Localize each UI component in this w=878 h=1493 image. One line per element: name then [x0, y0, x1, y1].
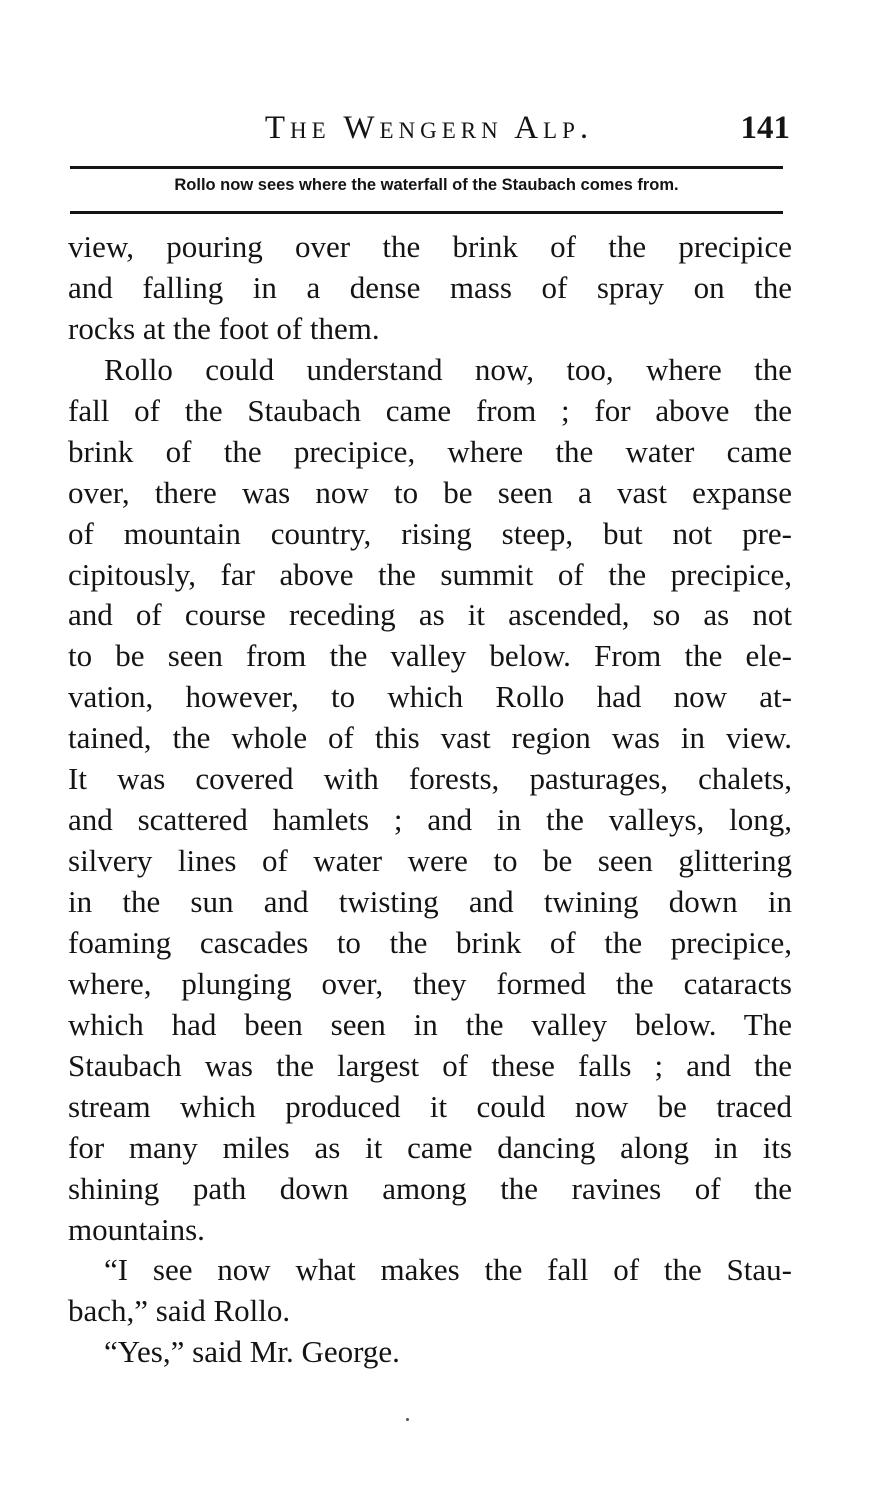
text-line: where, plunging over, they formed the cataracts [68, 965, 792, 1001]
text-line: stream which produced it could now be traced [68, 1088, 792, 1124]
text-line: mountains. [68, 1211, 205, 1247]
text-line: cipitously, far above the summit of the precipice, [68, 556, 792, 592]
text-line: rocks at the foot of them. [68, 310, 380, 346]
text-line: shining path down among the ravines of the [68, 1170, 792, 1206]
text-line: It was covered with forests, pasturages, chalets, [68, 761, 792, 797]
header-rule-top [70, 166, 783, 169]
text-line: in the sun and twisting and twining down in [68, 884, 792, 919]
text-line: view, pouring over the brink of the precipice [68, 229, 792, 264]
text-line: and falling in a dense mass of spray on the [68, 269, 792, 305]
text-line: and of course receding as it ascended, so as not [68, 597, 792, 633]
running-head [66, 106, 792, 156]
text-line: bach,” said Rollo. [68, 1293, 291, 1329]
side-note: Rollo now sees where the waterfall of the Staubach comes from. [174, 176, 679, 194]
body-text [68, 227, 792, 1373]
text-line: and scattered hamlets ; and in the valleys, long, [68, 802, 792, 838]
text-line: which had been seen in the valley below. The [68, 1006, 792, 1042]
text-line: foaming cascades to the brink of the precipice, [68, 924, 792, 960]
ink-speck [406, 1418, 409, 1421]
text-line: Staubach was the largest of these falls ; and the [68, 1047, 792, 1083]
text-line: vation, however, to which Rollo had now at- [68, 679, 792, 715]
header-rule-bottom [70, 211, 783, 214]
text-line: “Yes,” said Mr. George. [104, 1334, 400, 1370]
text-line: silvery lines of water were to be seen glittering [68, 843, 792, 879]
text-line: fall of the Staubach came from ; for above the [68, 392, 792, 428]
text-line: for many miles as it came dancing along in its [68, 1129, 792, 1165]
text-line: to be seen from the valley below. From the ele- [68, 638, 792, 674]
text-line: tained, the whole of this vast region was in view. [68, 720, 792, 756]
text-line: Rollo could understand now, too, where the [104, 351, 792, 387]
text-line: over, there was now to be seen a vast expanse [68, 474, 792, 510]
text-line: brink of the precipice, where the water came [68, 433, 792, 469]
text-line: of mountain country, rising steep, but not pre- [68, 515, 792, 551]
text-line: “I see now what makes the fall of the Stau- [104, 1252, 792, 1288]
chapter-title: The Wengern Alp. [264, 110, 594, 146]
page-number: 141 [740, 110, 790, 146]
